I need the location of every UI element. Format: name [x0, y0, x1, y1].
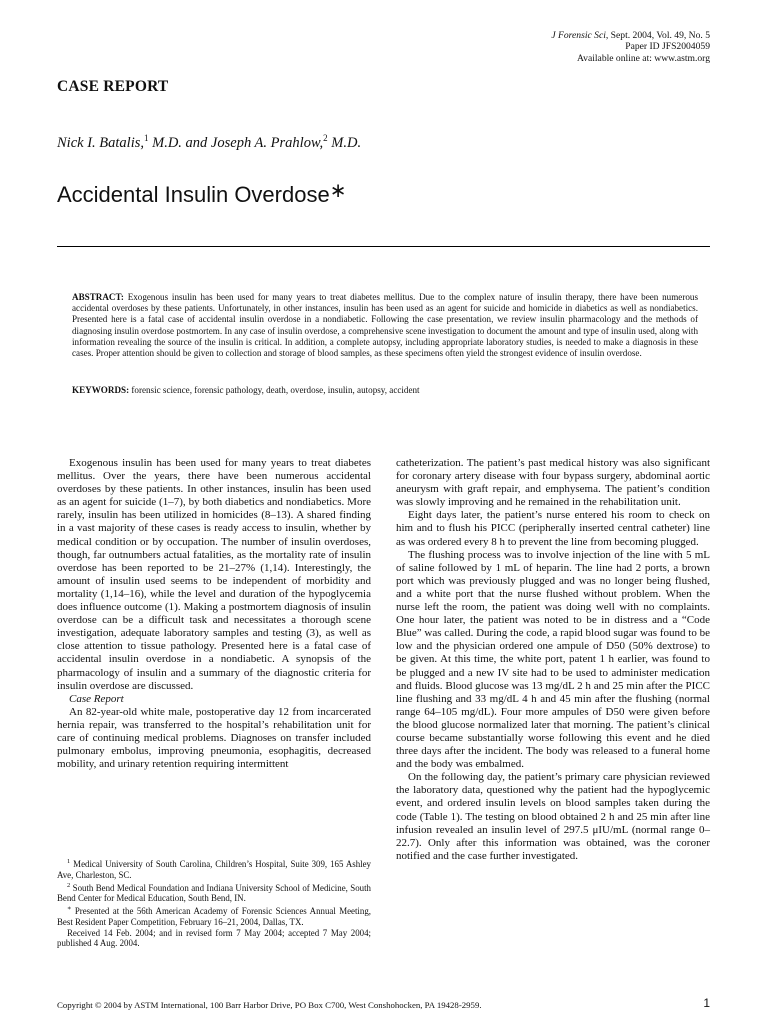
abstract [72, 292, 698, 359]
journal-issue: , Sept. 2004, Vol. 49, No. 5 [605, 30, 710, 41]
author-1: Nick I. Batalis, [57, 134, 144, 151]
case-paragraph-flushing: The flushing process was to involve injection of the line with 5 mL of saline followed by 1 mL of heparin. The line had 2 ports, a brown port which was previously plugged and was no longer being flushed, and a white port that the nurse flushed without problem. When the nurse left the room, the patient was doing well with no complaints. One hour later, the patient was noted to be in distress and a “Code Blue” was called. During the code, a rapid blood sugar was found to be low and the physician ordered one ampule of D50 (50% dextrose) to be given. At this time, the white port, patent 1 h earlier, was found to be plugged and a new IV site had to be used to administer medication and fluids. Blood glucose was 13 mg/dL 2 h and 25 min after the PICC line flushing and 33 mg/dL 4 h and 45 min after the flushing (normal range 64–105 mg/dL). Four more ampules of D50 were given before the blood glucose normalized later that morning. The patient’s clinical course became substantially worse following this event and he died three days after the incident. The body was released to a funeral home and the body was embalmed. [396, 548, 710, 771]
abstract-text: Exogenous insulin has been used for many years to treat diabetes mellitus. Due to the complex nature of insulin therapy, there have been numerous accidental overdoses by these patients. Unfortunately, in other instances, insulin has been used as an agent for suicide and homicide in diabetics as well as nondiabetics. Presented here is a fatal case of accidental insulin overdose in a nondiabetic. Following the case presentation, we review insulin pharmacology and the methods of diagnosing insulin overdose postmortem. In any case of insulin overdose, a comprehensive scene investigation to document the amount and type of insulin used, along with information revealing the source of the insulin is critical. In addition, a complete autopsy, including appropriate laboratory studies, is needed to make a diagnosis in these cases. Proper attention should be given to collection and storage of blood samples, as these specimens often yield the strongest evidence of insulin overdose. [72, 292, 698, 359]
online-availability: Available online at: www.astm.org [576, 52, 710, 64]
author-2: M.D. and Joseph A. Prahlow, [148, 134, 324, 151]
author-2-affiliation-mark: 2 [323, 133, 328, 143]
author-line [57, 133, 361, 152]
case-paragraph-nurse: Eight days later, the patient’s nurse entered his room to check on him and to flush his PICC (peripherally inserted central catheter) line as was ordered every 8 h to prevent the line from becoming plugged. [396, 509, 710, 548]
paper-id: Paper ID JFS2004059 [625, 41, 710, 53]
footnote-3-text: Presented at the 56th American Academy of Forensic Sciences Annual Meeting, Best Resident Paper Competition, February 16–21, 2004, Dallas, TX. [57, 906, 371, 927]
author-1-affiliation-mark: 1 [144, 133, 149, 143]
article-title [57, 178, 346, 208]
body-column-left [57, 457, 371, 771]
intro-paragraph: Exogenous insulin has been used for many years to treat diabetes mellitus. Over the years, there have been numerous accidental overdoses by these patients. In other instances, insulin has been used as an agent for suicide (1–7), by both diabetics and nondiabetics. More rarely, insulin has been utilized in homicides (8–13). A shared finding in a vast majority of these cases is ready access to insulin, whether by medical condition or by occupation. The number of insulin overdoses, though, far outnumbers actual fatalities, as the mortality rate of insulin overdose has been reported to be 21–27% (1,14). Interestingly, the amount of insulin used seems to be independent of morbidity and mortality (1,14–16), while the level and duration of the hypoglycemia does influence outcome (1). Making a postmortem diagnosis of insulin overdose can be a difficult task and necessitates a thorough scene investigation, adequate laboratory samples and testing (3), as well as close attention to tissue pathology. Presented here is a fatal case of accidental insulin overdose in a nondiabetic. A synopsis of the pharmacology of insulin and a summary of the diagnostic criteria for insulin overdose are discussed. [57, 457, 371, 692]
author-2-degree: M.D. [327, 134, 362, 151]
footnote-1-mark: 1 [67, 858, 71, 865]
copyright-notice: Copyright © 2004 by ASTM International, 100 Barr Harbor Drive, PO Box C700, West Conshohocken, PA 19428-2959. [57, 1000, 482, 1010]
footnote-2-mark: 2 [67, 881, 71, 889]
abstract-label: ABSTRACT: [72, 292, 124, 302]
section-heading-case-report: Case Report [69, 692, 124, 705]
keywords-label: KEYWORDS: [72, 385, 130, 395]
journal-citation [450, 30, 710, 41]
footnote-3-mark: ∗ [67, 905, 72, 913]
received-dates: Received 14 Feb. 2004; and in revised form 7 May 2004; accepted 7 May 2004; published 4 Aug. 2004. [57, 927, 371, 949]
title-divider [57, 246, 710, 247]
footnotes [57, 857, 371, 949]
section-label: CASE REPORT [57, 78, 169, 95]
body-column-right [396, 457, 710, 863]
footnote-1 [57, 857, 371, 881]
case-paragraph-followup: On the following day, the patient’s primary care physician reviewed the laboratory data, questioned why the patient had the hypoglycemic event, and ordered insulin levels on blood samples taken during the code (Table 1). The testing on blood obtained 2 h and 25 min after line infusion revealed an insulin level of 297.5 μIU/mL (normal range 0–22.7). Only after this information was obtained, was the coroner notified and the case further investigated. [396, 771, 710, 862]
title-footnote-mark: ∗ [329, 180, 347, 202]
footnote-2 [57, 881, 371, 905]
case-paragraph: An 82-year-old white male, postoperative day 12 from incarcerated hernia repair, was transferred to the hospital’s rehabilitation unit for care of continuing medical problems. Diagnoses on transfer included pulmonary embolus, improving pneumonia, esophagitis, decreased mobility, and urinary retention requiring intermittent [57, 705, 371, 771]
page-number: 1 [703, 996, 710, 1010]
footnote-1-text: Medical University of South Carolina, Children’s Hospital, Suite 309, 165 Ashley Ave, Charleston, SC. [57, 858, 371, 880]
keywords [72, 385, 698, 396]
footnote-2-text: South Bend Medical Foundation and Indiana University School of Medicine, South Bend Center for Medical Education, South Bend, IN. [57, 882, 371, 904]
journal-name: J Forensic Sci [551, 30, 606, 41]
article-title-text: Accidental Insulin Overdose [57, 182, 330, 207]
journal-info [450, 30, 710, 64]
keywords-text: forensic science, forensic pathology, death, overdose, insulin, autopsy, accident [131, 385, 420, 395]
footnote-3 [57, 904, 371, 928]
case-paragraph-continued: catheterization. The patient’s past medical history was also significant for coronary artery disease with four bypass surgery, abdominal aortic aneurysm with graft repair, and emphysema. The patient’s condition was slowly improving and he remained in the rehabilitation unit. [396, 457, 710, 509]
